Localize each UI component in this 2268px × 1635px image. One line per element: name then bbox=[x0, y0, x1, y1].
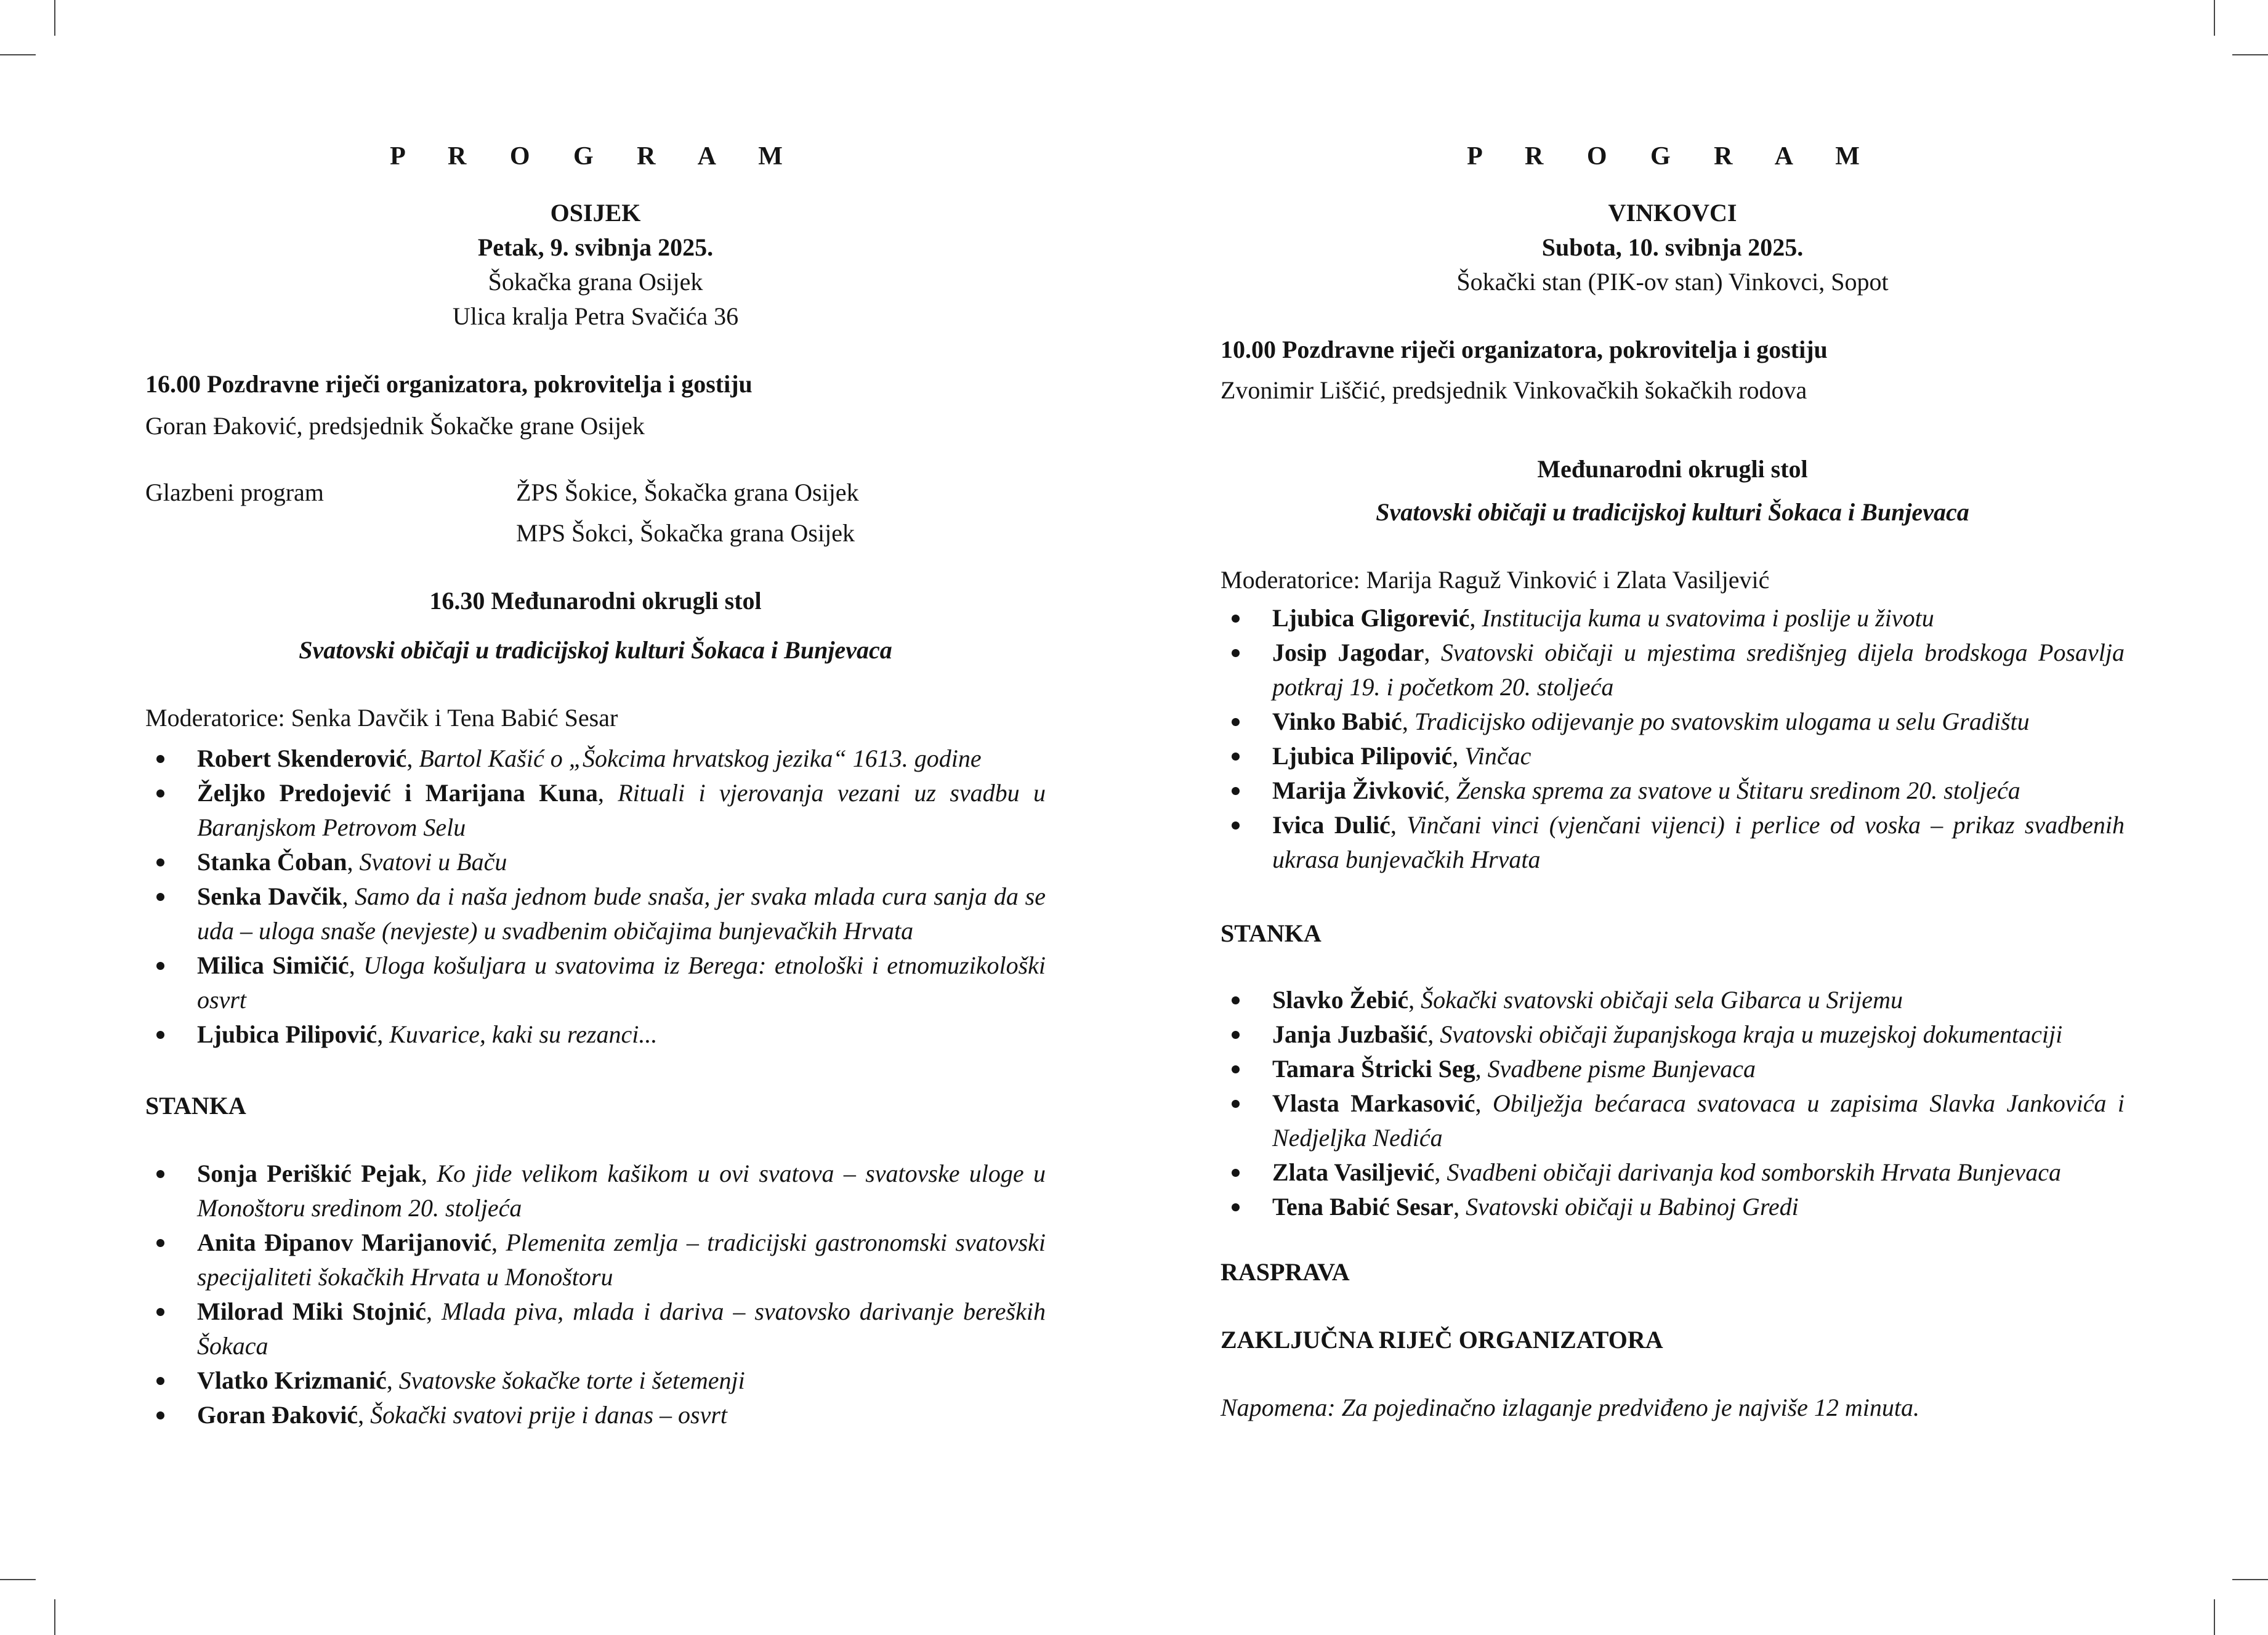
roundtable-subtitle: Svatovski običaji u tradicijskoj kulturi Šokaca i Bunjevaca bbox=[299, 636, 892, 664]
talk-title: Rituali i vjerovanja vezani uz svadbu u Baranjskom Petrovom Selu bbox=[197, 779, 1046, 841]
moderators: Moderatorice: Marija Raguž Vinković i Zlata Vasiljević bbox=[1221, 566, 1770, 594]
list-item: Tena Babić Sesar, Svatovski običaji u Babinoj Gredi bbox=[1221, 1190, 2125, 1224]
list-item: Milorad Miki Stojnić, Mlada piva, mlada i dariva – svatovsko darivanje bereških Šokaca bbox=[145, 1294, 1046, 1363]
welcome-title: 16.00 Pozdravne riječi organizatora, pokrovitelja i gostiju bbox=[145, 370, 753, 398]
talk-author: Robert Skenderović bbox=[197, 745, 407, 772]
talk-author: Stanka Čoban bbox=[197, 848, 347, 876]
list-item: Marija Živković, Ženska sprema za svatove u Štitaru sredinom 20. stoljeća bbox=[1221, 773, 2125, 808]
talk-title: Vinčani vinci (vjenčani vijenci) i perlice od voska – prikaz svadbenih ukrasa bunjevačkih Hrvata bbox=[1272, 811, 2125, 873]
talk-author: Tamara Štricki Seg bbox=[1272, 1055, 1475, 1083]
talk-title: Bartol Kašić o „Šokcima hrvatskog jezika“ 1613. godine bbox=[419, 745, 982, 772]
music-label: Glazbeni program bbox=[145, 478, 324, 506]
talk-title: Svatovi u Baču bbox=[359, 848, 507, 876]
list-item: Ljubica Gligorević, Institucija kuma u svatovima i poslije u životu bbox=[1221, 601, 2125, 636]
venue: Šokačka grana Osijek bbox=[488, 268, 703, 296]
crop-mark bbox=[2214, 1599, 2215, 1635]
talk-author: Slavko Žebić bbox=[1272, 986, 1409, 1014]
talk-title: Svadbene pisme Bunjevaca bbox=[1487, 1055, 1756, 1083]
crop-mark bbox=[2232, 1579, 2268, 1580]
list-item: Željko Predojević i Marijana Kuna, Rituali i vjerovanja vezani uz svadbu u Baranjskom Petrovom Selu bbox=[145, 776, 1046, 845]
talk-title: Samo da i naša jednom bude snaša, jer svaka mlada cura sanja da se uda – uloga snaše (nevjeste) u svadbenim običajima bunjevačkih Hrvata bbox=[197, 882, 1046, 945]
talk-author: Vinko Babić bbox=[1272, 708, 1402, 735]
list-item: Vlatko Krizmanić, Svatovske šokačke torte i šetemenji bbox=[145, 1363, 1046, 1398]
talk-title: Šokački svatovski običaji sela Gibarca u Srijemu bbox=[1421, 986, 1903, 1014]
welcome-title: 10.00 Pozdravne riječi organizatora, pokrovitelja i gostiju bbox=[1221, 336, 1828, 363]
list-item: Stanka Čoban, Svatovi u Baču bbox=[145, 845, 1046, 879]
break-label: STANKA bbox=[1221, 919, 1322, 947]
crop-mark bbox=[54, 1599, 55, 1635]
talk-title: Šokački svatovi prije i danas – osvrt bbox=[370, 1401, 728, 1429]
talk-title: Uloga košuljara u svatovima iz Berega: etnološki i etnomuzikološki osvrt bbox=[197, 951, 1046, 1014]
talk-title: Tradicijsko odijevanje po svatovskim ulogama u selu Gradištu bbox=[1414, 708, 2030, 735]
list-item: Janja Juzbašić, Svatovski običaji županjskoga kraja u muzejskoj dokumentaciji bbox=[1221, 1017, 2125, 1052]
talk-author: Senka Davčik bbox=[197, 882, 342, 910]
talk-author: Janja Juzbašić bbox=[1272, 1020, 1428, 1048]
city-title: VINKOVCI bbox=[1608, 199, 1737, 227]
list-item: Vinko Babić, Tradicijsko odijevanje po svatovskim ulogama u selu Gradištu bbox=[1221, 704, 2125, 739]
talk-list bbox=[1221, 983, 2125, 1224]
welcome-speaker: Goran Đaković, predsjednik Šokačke grane Osijek bbox=[145, 412, 645, 440]
talk-title: Svatovske šokačke torte i šetemenji bbox=[398, 1367, 745, 1394]
talk-title: Svatovski običaji u mjestima središnjeg dijela brodskoga Posavlja potkraj 19. i početkom 20. stoljeća bbox=[1272, 639, 2125, 701]
crop-mark bbox=[54, 0, 55, 36]
talk-author: Marija Živković bbox=[1272, 777, 1444, 804]
talk-author: Ljubica Pilipović bbox=[1272, 742, 1453, 770]
crop-mark bbox=[2214, 0, 2215, 36]
talk-author: Goran Đaković bbox=[197, 1401, 358, 1429]
talk-author: Sonja Periškić Pejak bbox=[197, 1160, 421, 1187]
list-item: Vlasta Markasović, Obilježja bećaraca svatovaca u zapisima Slavka Jankovića i Nedjeljka Nedića bbox=[1221, 1086, 2125, 1155]
crop-mark bbox=[2232, 54, 2268, 55]
talk-author: Josip Jagodar bbox=[1272, 639, 1424, 666]
talk-author: Ljubica Gligorević bbox=[1272, 604, 1470, 632]
program-heading: P R O G R A M bbox=[390, 142, 801, 171]
talk-author: Zlata Vasiljević bbox=[1272, 1158, 1435, 1186]
talk-list bbox=[145, 1157, 1046, 1432]
crop-mark bbox=[0, 54, 36, 55]
talk-author: Milorad Miki Stojnić bbox=[197, 1298, 427, 1325]
talk-title: Svatovski običaji županjskoga kraja u muzejskoj dokumentaciji bbox=[1440, 1020, 2063, 1048]
talk-list bbox=[145, 741, 1046, 1052]
list-item: Tamara Štricki Seg, Svadbene pisme Bunjevaca bbox=[1221, 1052, 2125, 1086]
address: Ulica kralja Petra Svačića 36 bbox=[452, 302, 739, 330]
venue: Šokački stan (PIK-ov stan) Vinkovci, Sopot bbox=[1456, 268, 1889, 296]
note: Napomena: Za pojedinačno izlaganje predviđeno je najviše 12 minuta. bbox=[1221, 1394, 1920, 1421]
list-item: Sonja Periškić Pejak, Ko jide velikom kašikom u ovi svatova – svatovske uloge u Monoštoru sredinom 20. stoljeća bbox=[145, 1157, 1046, 1225]
roundtable-title: 16.30 Međunarodni okrugli stol bbox=[429, 587, 762, 615]
talk-author: Željko Predojević i Marijana Kuna bbox=[197, 779, 598, 807]
roundtable-subtitle: Svatovski običaji u tradicijskoj kulturi Šokaca i Bunjevaca bbox=[1376, 498, 1969, 526]
list-item: Robert Skenderović, Bartol Kašić o „Šokcima hrvatskog jezika“ 1613. godine bbox=[145, 741, 1046, 776]
list-item: Senka Davčik, Samo da i naša jednom bude snaša, jer svaka mlada cura sanja da se uda – uloga snaše (nevjeste) u svadbenim običajima bunjevačkih Hrvata bbox=[145, 879, 1046, 948]
talk-title: Kuvarice, kaki su rezanci... bbox=[389, 1020, 658, 1048]
talk-author: Ivica Dulić bbox=[1272, 811, 1390, 839]
list-item: Ljubica Pilipović, Kuvarice, kaki su rezanci... bbox=[145, 1017, 1046, 1052]
music-item: MPS Šokci, Šokačka grana Osijek bbox=[516, 519, 855, 547]
list-item: Goran Đaković, Šokački svatovi prije i danas – osvrt bbox=[145, 1398, 1046, 1432]
roundtable-title: Međunarodni okrugli stol bbox=[1537, 455, 1808, 483]
talk-title: Mlada piva, mlada i dariva – svatovsko darivanje bereških Šokaca bbox=[197, 1298, 1046, 1360]
crop-mark bbox=[0, 1579, 36, 1580]
list-item: Anita Đipanov Marijanović, Plemenita zemlja – tradicijski gastronomski svatovski specijaliteti šokačkih Hrvata u Monoštoru bbox=[145, 1225, 1046, 1294]
list-item: Ljubica Pilipović, Vinčac bbox=[1221, 739, 2125, 773]
talk-author: Anita Đipanov Marijanović bbox=[197, 1229, 491, 1256]
music-item: ŽPS Šokice, Šokačka grana Osijek bbox=[516, 478, 859, 506]
list-item: Zlata Vasiljević, Svadbeni običaji darivanja kod somborskih Hrvata Bunjevaca bbox=[1221, 1155, 2125, 1190]
talk-title: Svatovski običaji u Babinoj Gredi bbox=[1466, 1193, 1799, 1221]
list-item: Milica Simičić, Uloga košuljara u svatovima iz Berega: etnološki i etnomuzikološki osvrt bbox=[145, 948, 1046, 1017]
talk-author: Milica Simičić bbox=[197, 951, 349, 979]
list-item: Josip Jagodar, Svatovski običaji u mjestima središnjeg dijela brodskoga Posavlja potkraj 19. i početkom 20. stoljeća bbox=[1221, 636, 2125, 704]
talk-title: Vinčac bbox=[1464, 742, 1532, 770]
talk-title: Ko jide velikom kašikom u ovi svatova – svatovske uloge u Monoštoru sredinom 20. stoljeća bbox=[197, 1160, 1046, 1222]
talk-author: Tena Babić Sesar bbox=[1272, 1193, 1454, 1221]
welcome-speaker: Zvonimir Liščić, predsjednik Vinkovačkih šokačkih rodova bbox=[1221, 376, 1807, 404]
talk-title: Obilježja bećaraca svatovaca u zapisima Slavka Jankovića i Nedjeljka Nedića bbox=[1272, 1089, 2125, 1152]
list-item: Slavko Žebić, Šokački svatovski običaji sela Gibarca u Srijemu bbox=[1221, 983, 2125, 1017]
break-label: STANKA bbox=[145, 1092, 246, 1120]
talk-title: Plemenita zemlja – tradicijski gastronomski svatovski specijaliteti šokačkih Hrvata u Monoštoru bbox=[197, 1229, 1046, 1291]
discussion-label: RASPRAVA bbox=[1221, 1258, 1350, 1286]
event-date: Petak, 9. svibnja 2025. bbox=[477, 233, 714, 261]
program-heading: P R O G R A M bbox=[1467, 142, 1878, 171]
talk-author: Ljubica Pilipović bbox=[197, 1020, 377, 1048]
city-title: OSIJEK bbox=[550, 199, 641, 227]
talk-author: Vlatko Krizmanić bbox=[197, 1367, 387, 1394]
talk-author: Vlasta Markasović bbox=[1272, 1089, 1475, 1117]
talk-list bbox=[1221, 601, 2125, 877]
talk-title: Ženska sprema za svatove u Štitaru sredinom 20. stoljeća bbox=[1456, 777, 2020, 804]
closing-label: ZAKLJUČNA RIJEČ ORGANIZATORA bbox=[1221, 1326, 1663, 1354]
list-item: Ivica Dulić, Vinčani vinci (vjenčani vijenci) i perlice od voska – prikaz svadbenih ukrasa bunjevačkih Hrvata bbox=[1221, 808, 2125, 877]
moderators: Moderatorice: Senka Davčik i Tena Babić Sesar bbox=[145, 704, 618, 732]
talk-title: Svadbeni običaji darivanja kod somborskih Hrvata Bunjevaca bbox=[1447, 1158, 2061, 1186]
talk-title: Institucija kuma u svatovima i poslije u životu bbox=[1482, 604, 1934, 632]
event-date: Subota, 10. svibnja 2025. bbox=[1541, 233, 1804, 261]
